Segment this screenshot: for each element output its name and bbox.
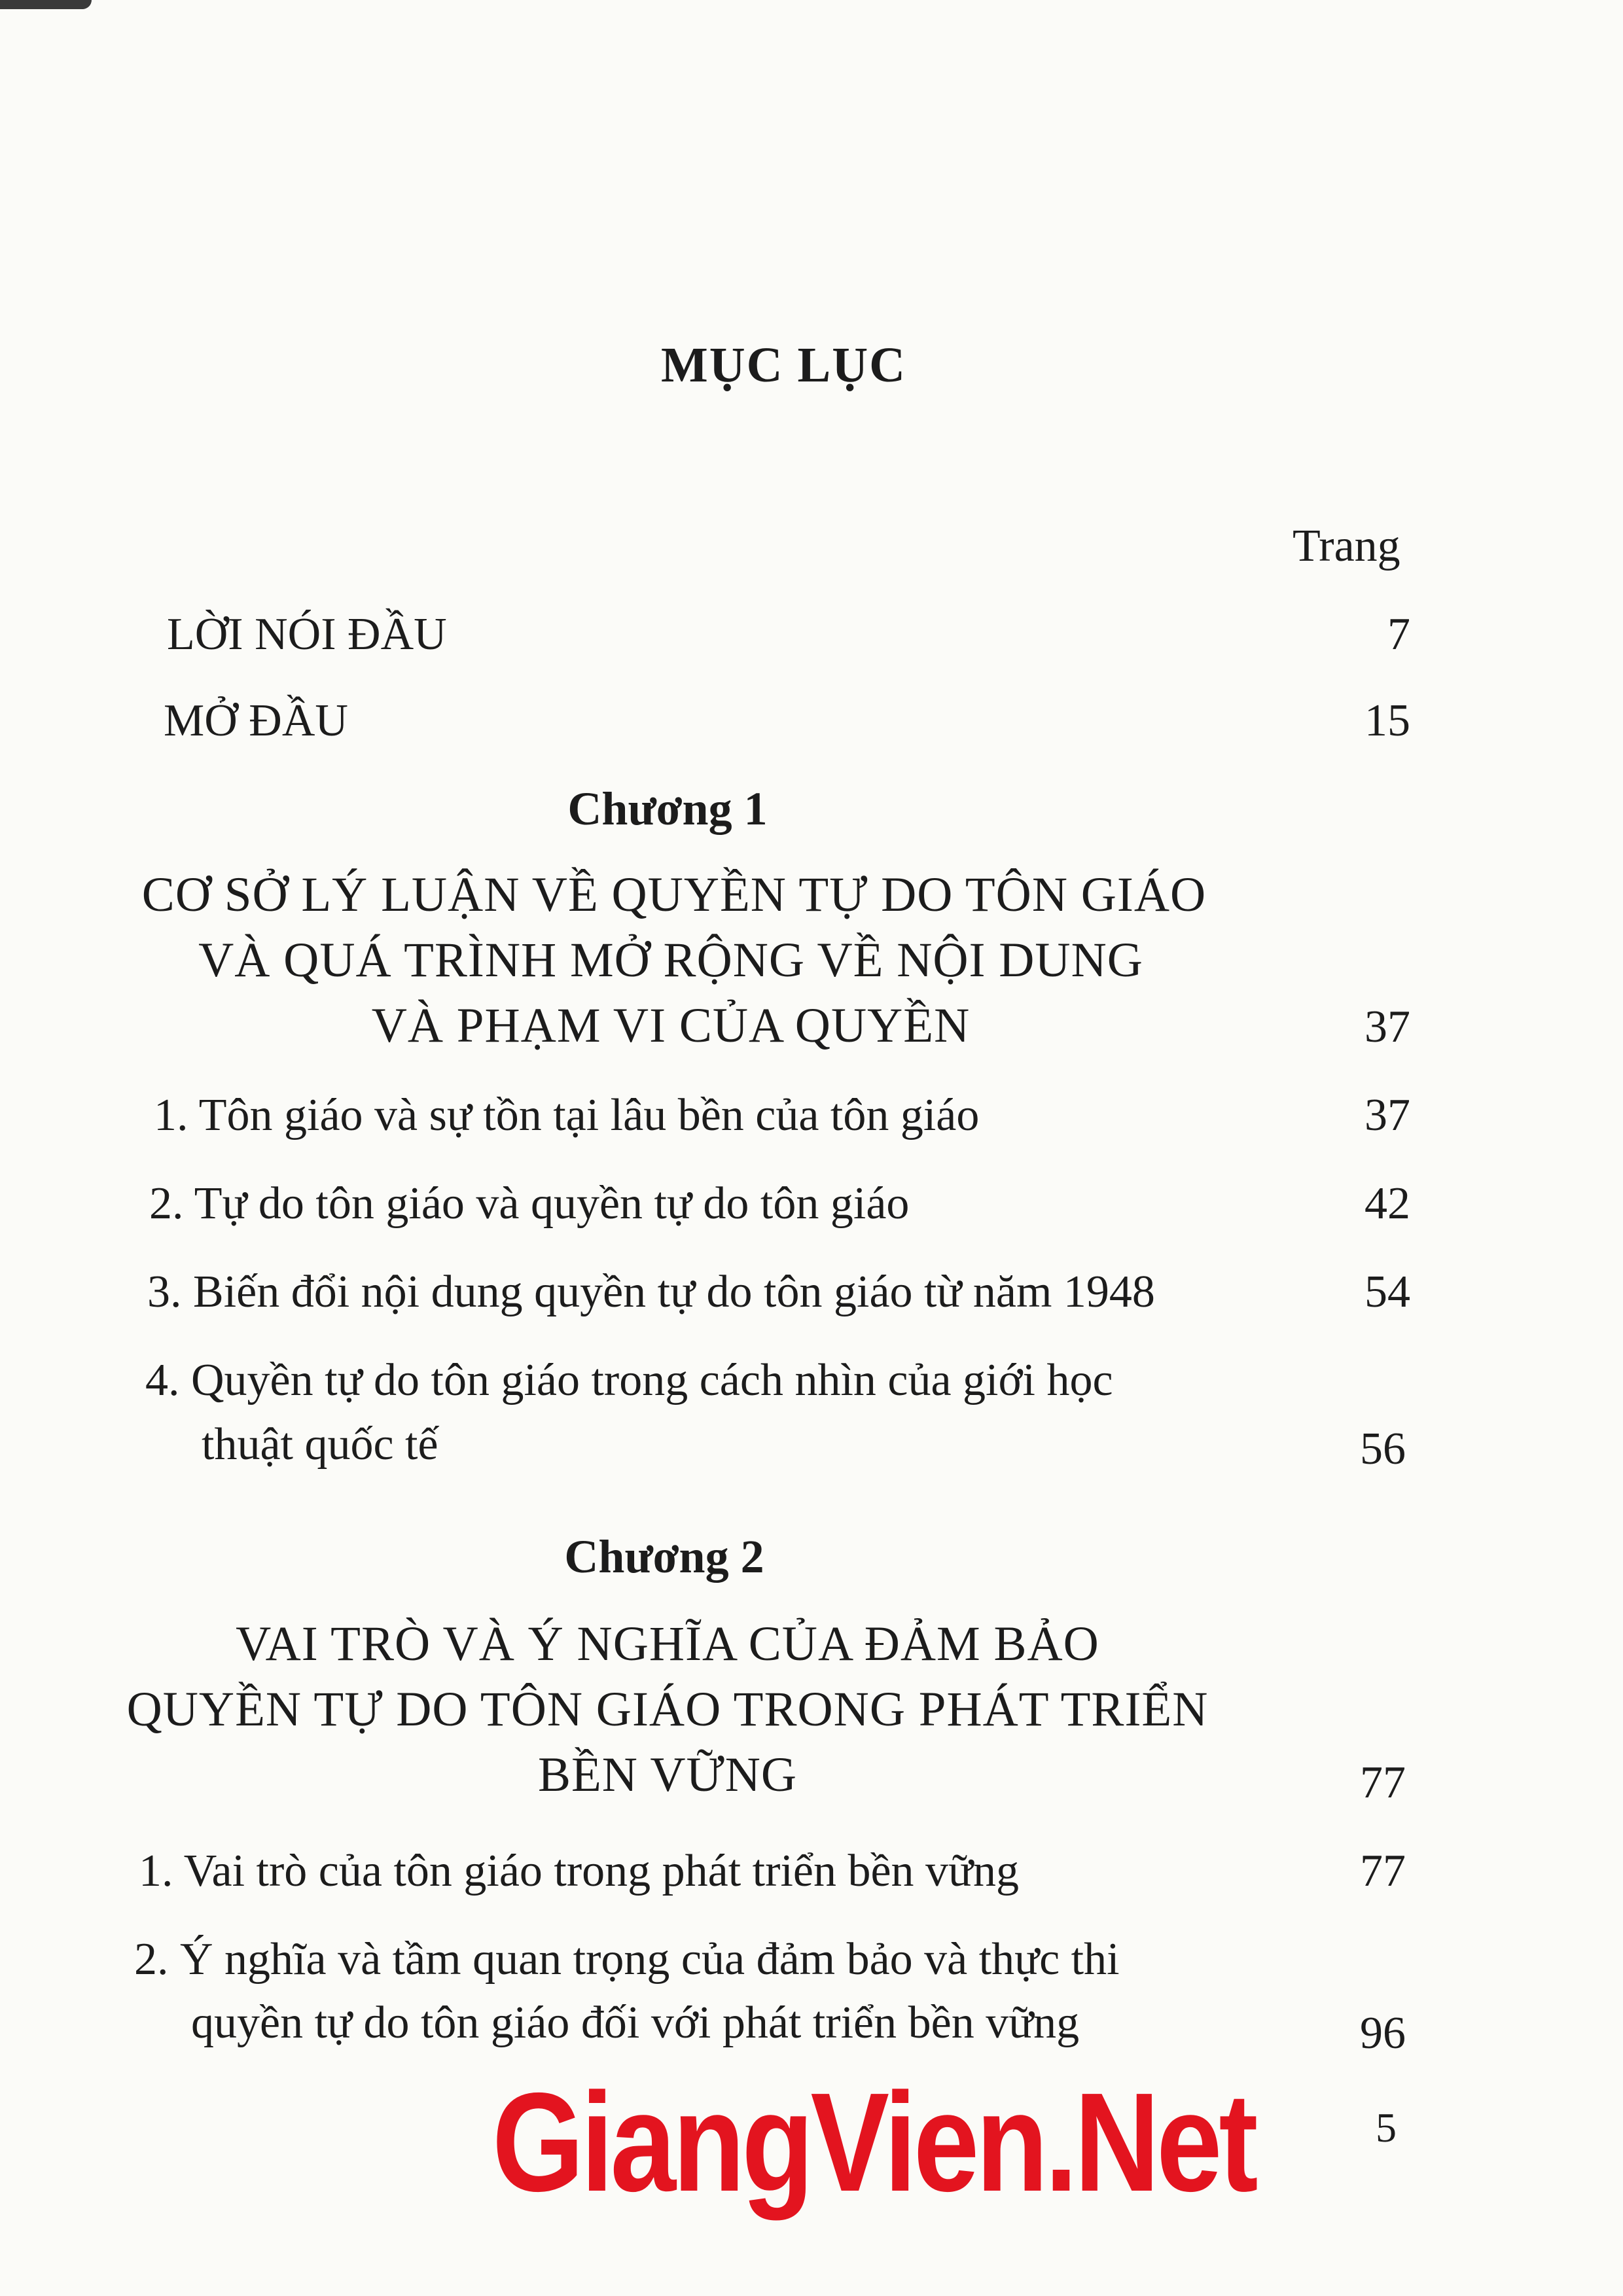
toc-page-1-4: 56 xyxy=(1360,1424,1406,1474)
chapter-1-title-line: VÀ QUÁ TRÌNH MỞ RỘNG VỀ NỘI DUNG xyxy=(198,933,1143,987)
toc-entry-1-2: 2. Tự do tôn giáo và quyền tự do tôn giáo xyxy=(149,1178,910,1229)
chapter-1-heading: Chương 1 xyxy=(567,783,768,835)
toc-page-preface: 7 xyxy=(1387,609,1410,660)
toc-entry-1-4-continued: thuật quốc tế xyxy=(202,1419,438,1470)
toc-entry-introduction: MỞ ĐẦU xyxy=(164,696,348,746)
toc-page-1-3: 54 xyxy=(1364,1267,1410,1317)
chapter-2-title-line: BỀN VỮNG xyxy=(537,1748,798,1802)
toc-entry-1-3: 3. Biến đổi nội dung quyền tự do tôn giáo từ năm 1948 xyxy=(147,1267,1155,1317)
toc-entry-2-1: 1. Vai trò của tôn giáo trong phát triển bền vững xyxy=(139,1846,1019,1896)
toc-page-2-2: 96 xyxy=(1360,2008,1406,2058)
toc-entry-2-2-continued: quyền tự do tôn giáo đối với phát triển bền vững xyxy=(191,1998,1080,2048)
chapter-2-heading: Chương 2 xyxy=(564,1530,764,1583)
toc-entry-1-1: 1. Tôn giáo và sự tồn tại lâu bền của tôn giáo xyxy=(154,1090,980,1140)
chapter-1-title-line: VÀ PHẠM VI CỦA QUYỀN xyxy=(371,998,971,1053)
chapter-2-title-line: VAI TRÒ VÀ Ý NGHĨA CỦA ĐẢM BẢO xyxy=(236,1617,1099,1671)
toc-page-2-1: 77 xyxy=(1360,1846,1406,1896)
toc-entry-2-2: 2. Ý nghĩa và tầm quan trọng của đảm bảo và thực thi xyxy=(134,1934,1120,1985)
page-column-header: Trang xyxy=(1293,521,1400,571)
chapter-2-title-line: QUYỀN TỰ DO TÔN GIÁO TRONG PHÁT TRIỂN xyxy=(126,1682,1209,1737)
page-title: MỤC LỤC xyxy=(661,338,906,393)
toc-entry-preface: LỜI NÓI ĐẦU xyxy=(167,609,447,660)
watermark-logo: GiangVien.Net xyxy=(492,2063,1255,2221)
toc-entry-1-4: 4. Quyền tự do tôn giáo trong cách nhìn của giới học xyxy=(145,1355,1113,1405)
chapter-1-title-page: 37 xyxy=(1364,1002,1410,1052)
page-number: 5 xyxy=(1376,2104,1397,2151)
toc-page-1-2: 42 xyxy=(1364,1178,1410,1229)
chapter-2-title-page: 77 xyxy=(1360,1757,1406,1808)
chapter-1-title-line: CƠ SỞ LÝ LUẬN VỀ QUYỀN TỰ DO TÔN GIÁO xyxy=(141,868,1207,922)
toc-page-1-1: 37 xyxy=(1364,1090,1410,1140)
scan-edge-mark xyxy=(0,0,92,9)
toc-page-introduction: 15 xyxy=(1364,696,1410,746)
